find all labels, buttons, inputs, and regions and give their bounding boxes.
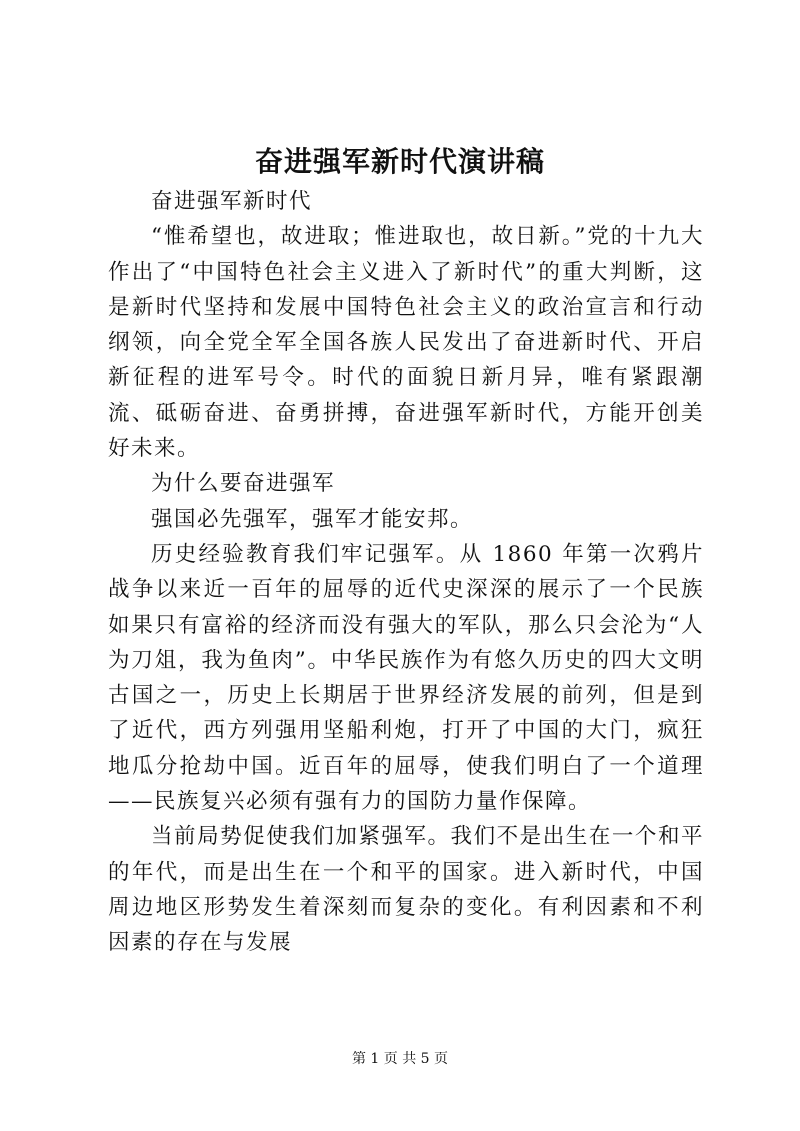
paragraph: “惟希望也，故进取；惟进取也，故日新。”党的十九大作出了“中国特色社会主义进入了新时代”的重大判断，这是新时代坚持和发展中国特色社会主义的政治宣言和行动纲领，向全党全军全国各族人民发出了奋进新时代、开启新征程的进军号令。时代的面貌日新月异，唯有紧跟潮流、砥砺奋进、奋勇拼搏，奋进强军新时代，方能开创美好未来。	[108, 224, 704, 462]
paragraph: 历史经验教育我们牢记强军。从 1860 年第一次鸦片战争以来近一百年的屈辱的近代史深深的展示了一个民族如果只有富裕的经济而没有强大的军队，那么只会沦为“人为刀俎，我为鱼肉”。中华民族作为有悠久历史的四大文明古国之一，历史上长期居于世界经济发展的前列，但是到了近代，西方列强用坚船利炮，打开了中国的大门，疯狂地瓜分抢劫中国。近百年的屈辱，使我们明白了一个道理——民族复兴必须有强有力的国防力量作保障。	[108, 541, 704, 815]
section-heading: 奋进强军新时代	[151, 189, 313, 214]
document-body	[108, 184, 704, 961]
page-footer: 第 1 页 共 5 页	[351, 1051, 449, 1067]
section-heading: 为什么要奋进强军	[151, 471, 336, 497]
document-title: 奋进强军新时代演讲稿	[254, 145, 545, 178]
paragraph: 当前局势促使我们加紧强军。我们不是出生在一个和平的年代，而是出生在一个和平的国家。进入新时代，中国周边地区形势发生着深刻而复杂的变化。有利因素和不利因素的存在与发展	[108, 824, 704, 956]
paragraph: 强国必先强军，强军才能安邦。	[151, 506, 474, 532]
